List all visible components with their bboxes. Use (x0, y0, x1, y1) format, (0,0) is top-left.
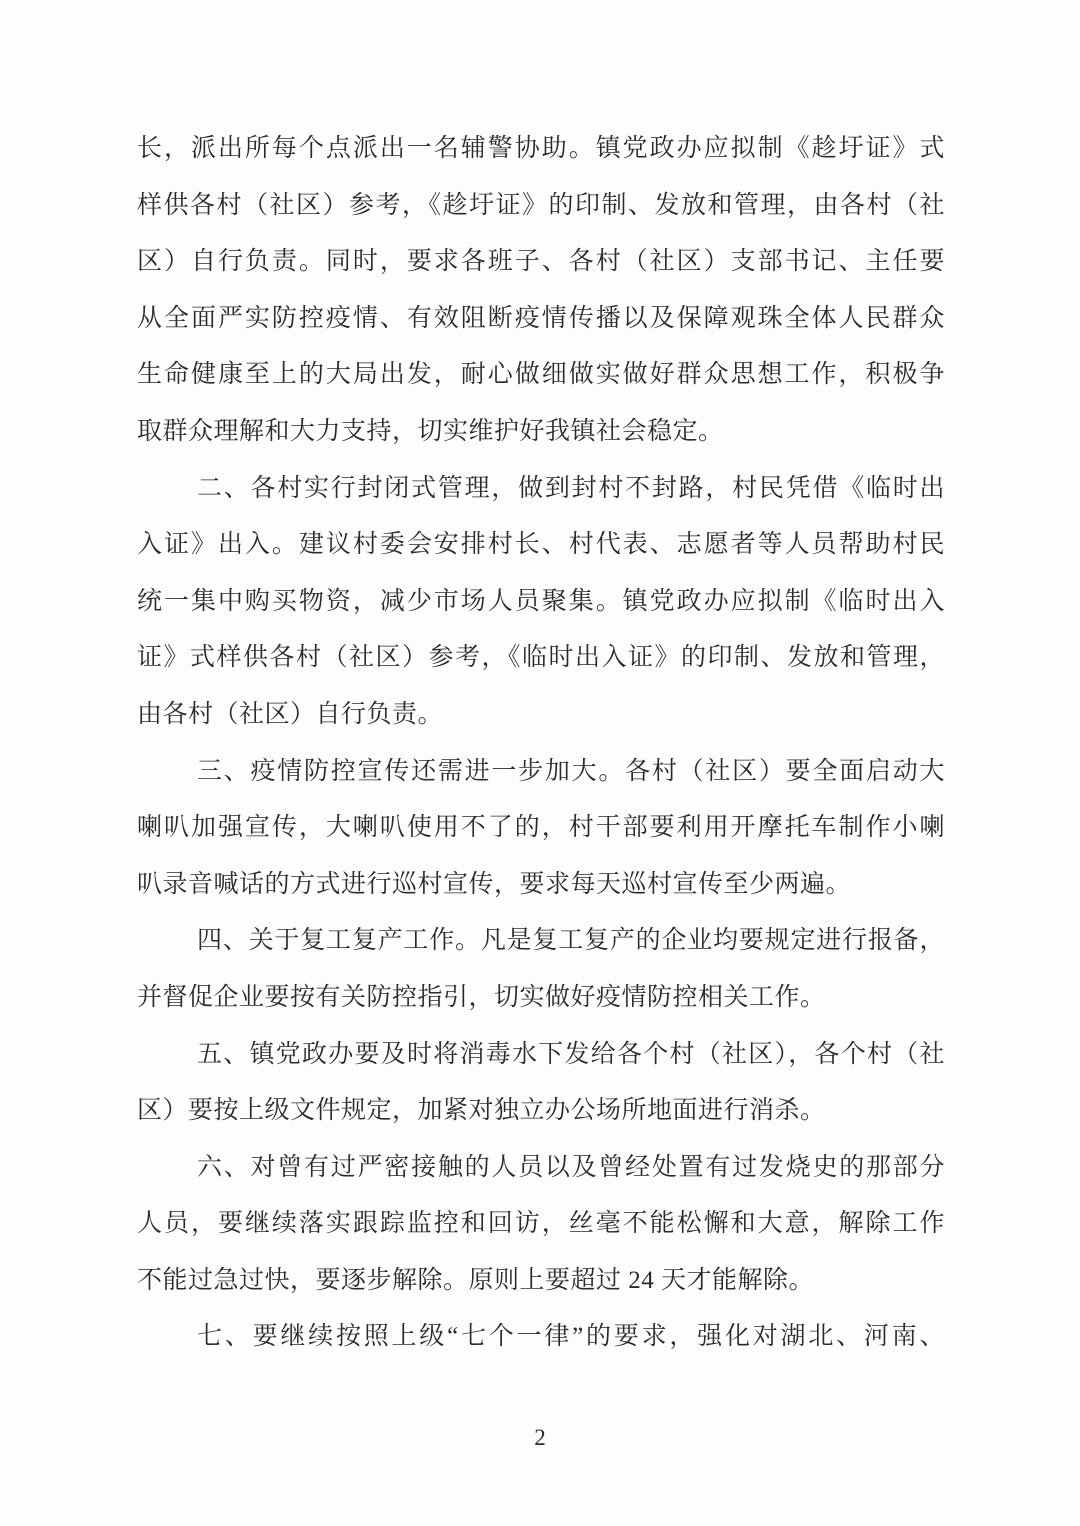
text-line: 生命健康至上的大局出发，耐心做细做实做好群众思想工作，积极争 (137, 361, 945, 389)
text-line: 样供各村（社区）参考，《趁圩证》的印制、发放和管理，由各村（社 (137, 191, 945, 219)
text-line: 三、疫情防控宣传还需进一步加大。各村（社区）要全面启动大 (197, 757, 945, 785)
text-line: 不能过急过快，要逐步解除。原则上要超过 24 天才能解除。 (137, 1266, 815, 1294)
text-line: 人员，要继续落实跟踪监控和回访，丝毫不能松懈和大意，解除工作 (137, 1210, 945, 1238)
text-line: 证》式样供各村（社区）参考，《临时出入证》的印制、发放和管理， (137, 644, 945, 672)
text-line: 七、要继续按照上级“七个一律”的要求，强化对湖北、河南、 (197, 1323, 945, 1351)
text-line: 四、关于复工复产工作。凡是复工复产的企业均要规定进行报备， (197, 927, 945, 955)
text-line: 长，派出所每个点派出一名辅警协助。镇党政办应拟制《趁圩证》式 (137, 135, 945, 162)
text-line: 区）要按上级文件规定，加紧对独立办公场所地面进行消杀。 (137, 1097, 826, 1125)
text-line: 由各村（社区）自行负责。 (137, 700, 444, 728)
page-number: 2 (534, 1425, 546, 1450)
document-body (137, 0, 945, 1366)
text-line: 叭录音喊话的方式进行巡村宣传，要求每天巡村宣传至少两遍。 (137, 870, 852, 898)
text-line: 六、对曾有过严密接触的人员以及曾经处置有过发烧史的那部分 (197, 1153, 945, 1181)
text-line: 入证》出入。建议村委会安排村长、村代表、志愿者等人员帮助村民 (137, 531, 945, 559)
text-line: 并督促企业要按有关防控指引，切实做好疫情防控相关工作。 (137, 983, 826, 1011)
text-line: 喇叭加强宣传，大喇叭使用不了的，村干部要利用开摩托车制作小喇 (137, 814, 945, 842)
text-line: 取群众理解和大力支持，切实维护好我镇社会稳定。 (137, 417, 724, 445)
text-line: 五、镇党政办要及时将消毒水下发给各个村（社区），各个村（社 (197, 1040, 945, 1068)
text-line: 从全面严实防控疫情、有效阻断疫情传播以及保障观珠全体人民群众 (137, 304, 945, 332)
text-line: 统一集中购买物资，减少市场人员聚集。镇党政办应拟制《临时出入 (137, 587, 945, 615)
text-line: 二、各村实行封闭式管理，做到封村不封路，村民凭借《临时出 (197, 474, 945, 502)
text-line: 区）自行负责。同时，要求各班子、各村（社区）支部书记、主任要 (137, 248, 945, 276)
